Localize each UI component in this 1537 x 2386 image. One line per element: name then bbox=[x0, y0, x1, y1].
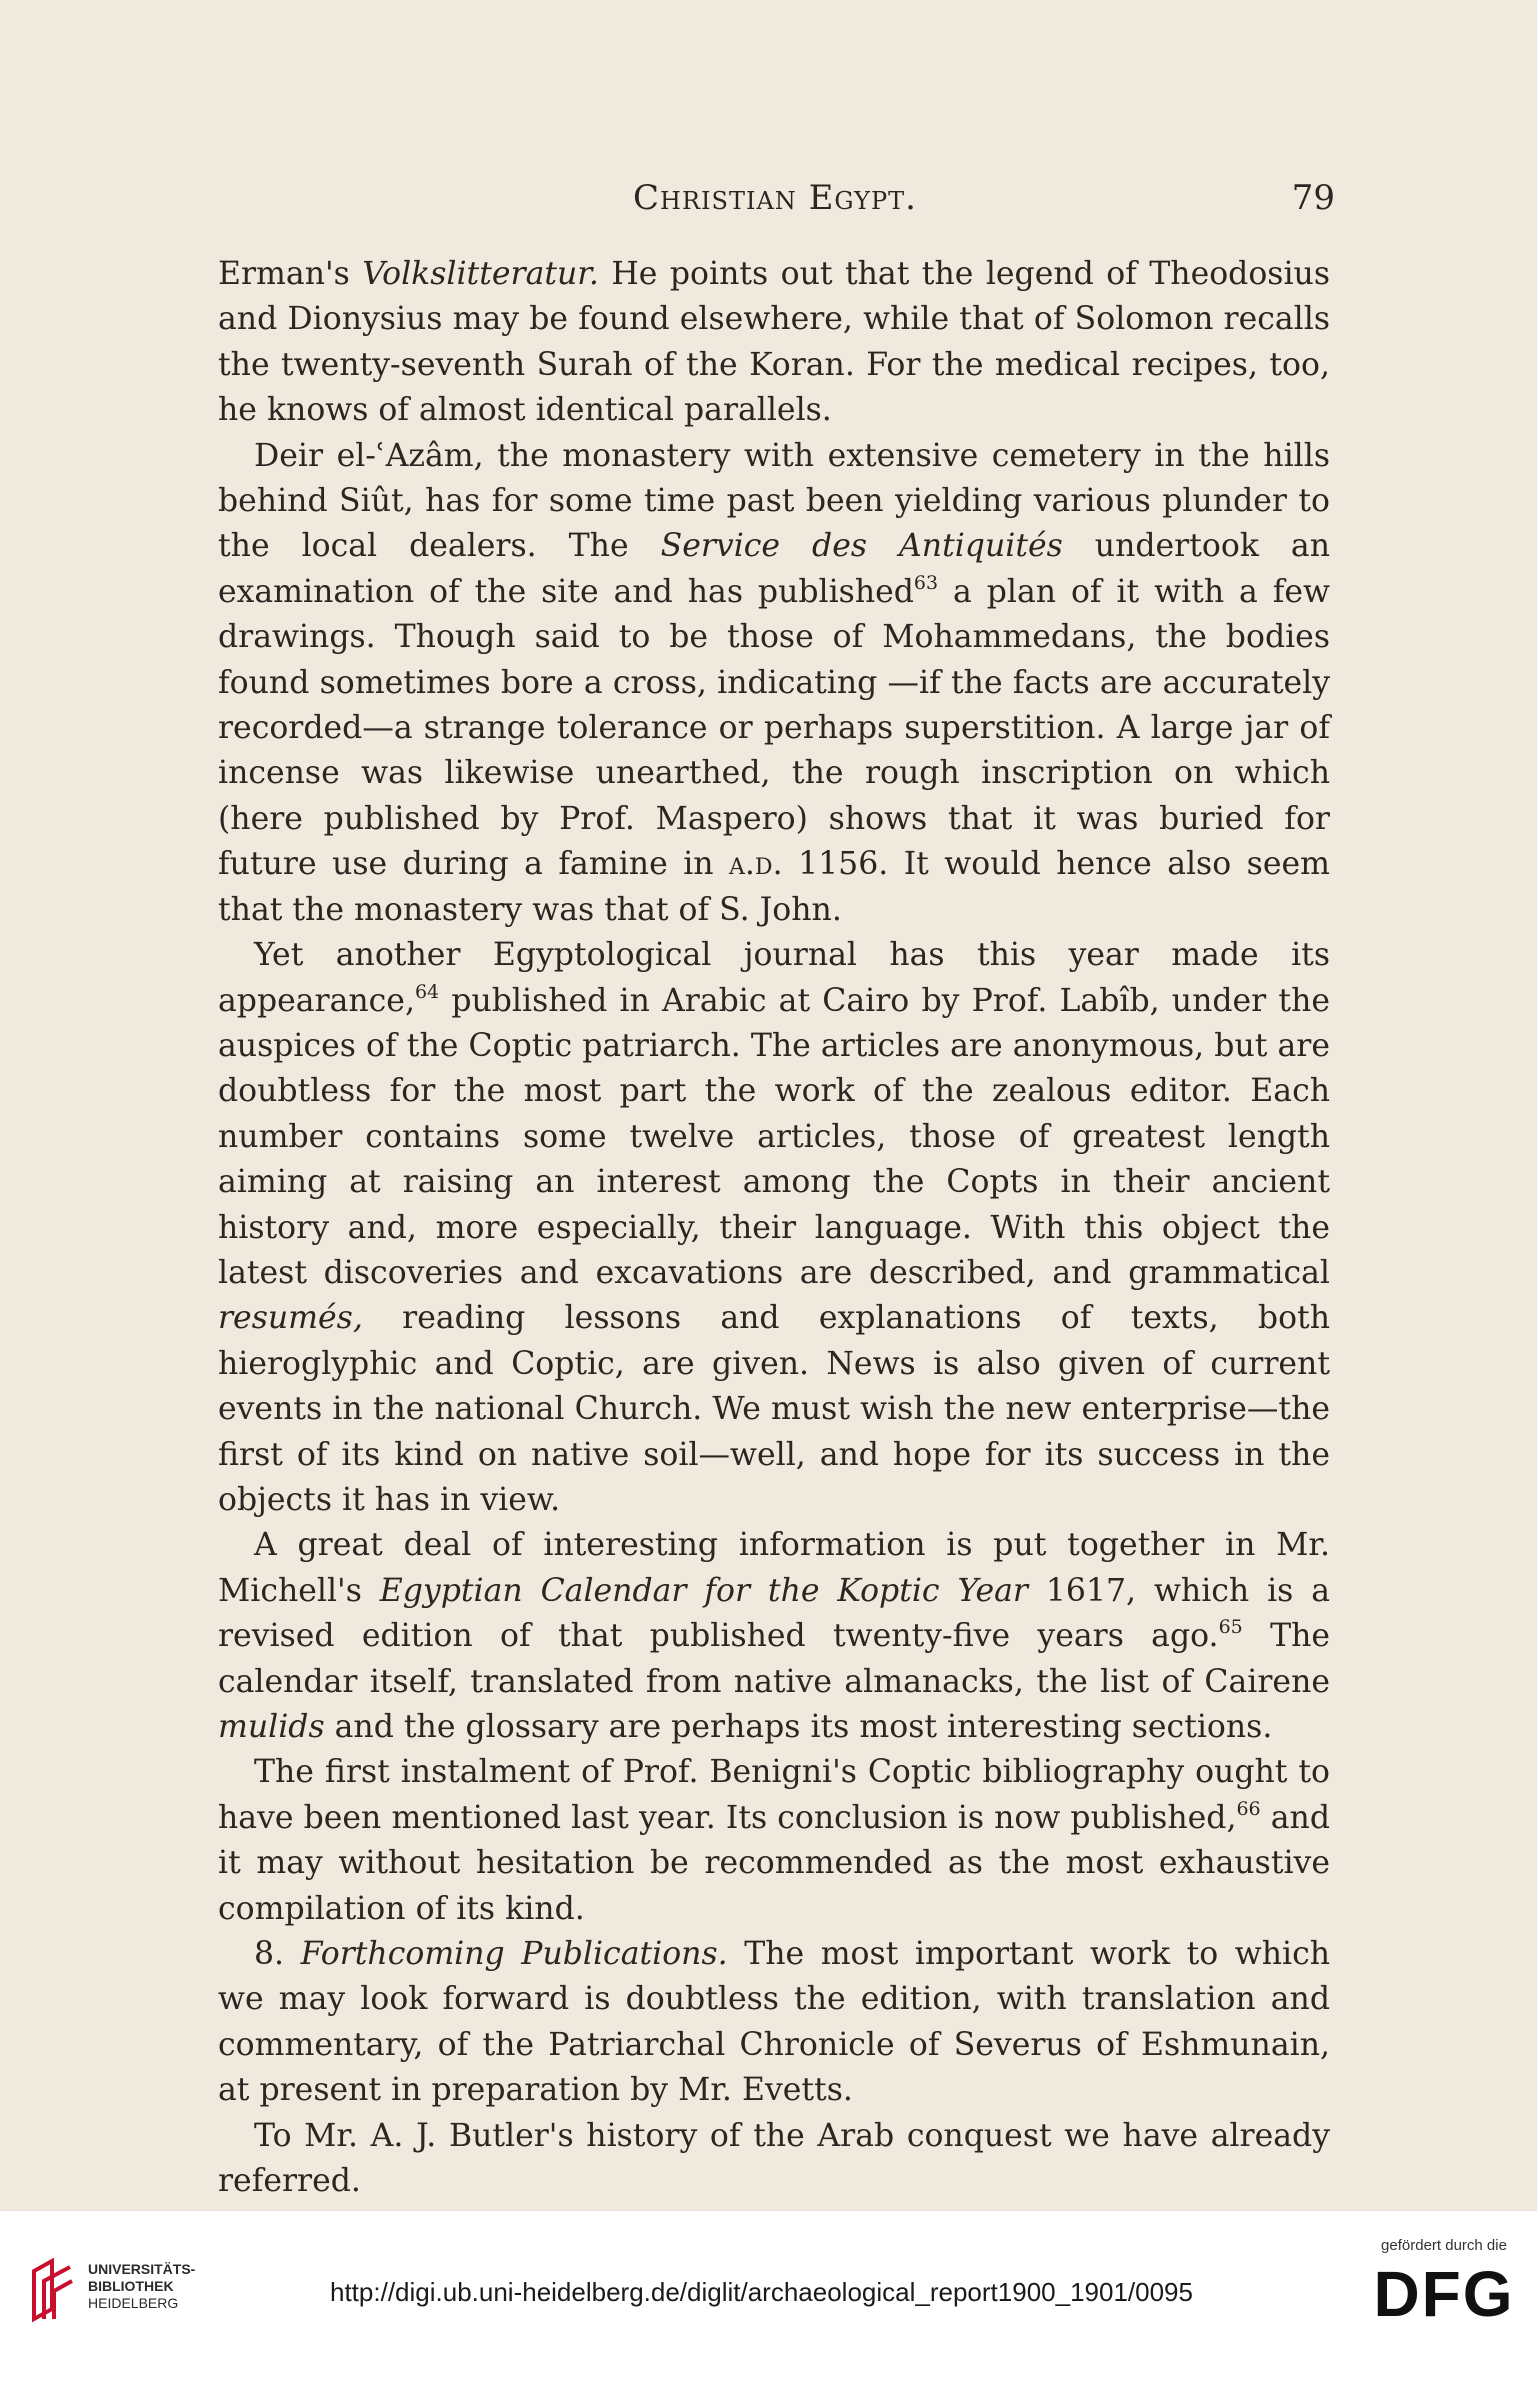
italic-text: Egyptian Calendar for the Koptic Year bbox=[379, 1572, 1028, 1609]
body-text bbox=[218, 252, 1330, 2204]
text-run: Yet another Egyptological journal has this year made its appearance, bbox=[218, 937, 1330, 1019]
library-name-line: BIBLIOTHEK bbox=[88, 2278, 174, 2294]
text-run: 1156. It would hence also seem that the monastery was that of S. John. bbox=[218, 846, 1330, 928]
text-run: A great deal of interesting information is put together in Mr. Michell's bbox=[218, 1527, 1330, 1609]
text-run: published in Arabic at Cairo by Prof. Labîb, under the auspices of the Coptic patriarch. The articles are anonymous, but are doubtless for the most part the work of the zealous editor. Each number contains some twelve articles, those of greatest length aiming at raising an interest among the Copts in their ancient history and, more especially, their language. With this object the latest discoveries and excavations are described, and grammatical bbox=[218, 982, 1330, 1291]
italic-text: Service des Antiquités bbox=[660, 528, 1063, 565]
italic-text: Forthcoming Publications. bbox=[300, 1936, 728, 1973]
text-run: Deir el-ʿAzâm, the monastery with extensive cemetery in the hills behind Siût, has for some time past been yielding various plunder to the local dealers. The bbox=[218, 437, 1330, 565]
running-header bbox=[215, 178, 1335, 228]
text-run: 1617, which is a revised edition of that published twenty-five years ago. bbox=[218, 1572, 1330, 1655]
text-run: He points out that the legend of Theodosius and Dionysius may be found elsewhere, while that of Solomon recalls the twenty-seventh Surah of the Koran. For the medical recipes, too, he knows of almost identical parallels. bbox=[218, 256, 1331, 429]
italic-text: mulids bbox=[218, 1709, 325, 1745]
paragraph bbox=[218, 2114, 1330, 2205]
library-name bbox=[88, 2261, 195, 2312]
footnote-ref: 66 bbox=[1236, 1797, 1261, 1820]
sponsor-caption: gefördert durch die bbox=[1381, 2237, 1507, 2254]
library-mark-icon bbox=[30, 2257, 76, 2323]
text-run: reading lessons and explanations of texts, both hieroglyphic and Coptic, are given. News is also given of current events in the national Church. We must wish the new enterprise—the first of its kind on native soil—well, and hope for its success in the objects it has in view. bbox=[218, 1300, 1330, 1518]
paragraph bbox=[218, 1523, 1330, 1750]
text-run: To Mr. A. J. Butler's history of the Arab conquest we have already referred. bbox=[218, 2117, 1330, 2200]
viewer-footer bbox=[0, 2210, 1537, 2386]
text-run: 8. bbox=[254, 1936, 301, 1973]
library-logo[interactable] bbox=[30, 2251, 240, 2331]
text-run: The first instalment of Prof. Benigni's Coptic bibliography ought to have been mentioned last year. Its conclusion is now published, bbox=[218, 1754, 1330, 1836]
sponsor-logo[interactable] bbox=[1369, 2237, 1519, 2357]
paragraph bbox=[218, 1932, 1330, 2114]
text-run: and the glossary are perhaps its most interesting sections. bbox=[324, 1709, 1273, 1745]
italic-text: Volkslitteratur. bbox=[362, 256, 599, 292]
text-run: The most important work to which we may look forward is doubtless the edition, with translation and commentary, of the Patriarchal Chronicle of Severus of Eshmunain, at present in preparation by Mr. Evetts. bbox=[218, 1936, 1331, 2109]
smallcaps-text: a.d. bbox=[729, 846, 783, 883]
running-title: Christian Egypt. bbox=[633, 178, 917, 218]
footnote-ref: 63 bbox=[913, 571, 939, 594]
paragraph bbox=[218, 434, 1330, 933]
library-name-line: UNIVERSITÄTS- bbox=[88, 2261, 196, 2277]
page-number: 79 bbox=[1291, 178, 1335, 218]
library-name-line: HEIDELBERG bbox=[88, 2295, 179, 2311]
paragraph bbox=[218, 1750, 1330, 1932]
text-run: The calendar itself, translated from native almanacks, the list of Cairene bbox=[218, 1618, 1331, 1700]
dfg-logo-icon: DFG bbox=[1373, 2258, 1515, 2330]
paragraph bbox=[218, 252, 1330, 434]
text-run: a plan of it with a few drawings. Though said to be those of Mohammedans, the bodies found sometimes bore a cross, indicating —if the facts are accurately recorded—a strange tolerance or perhaps superstition. A large jar of incense was likewise unearthed, the rough inscription on which (here published by Prof. Maspero) shows that it was buried for future use during a famine in bbox=[218, 573, 1330, 883]
italic-text: resumés, bbox=[218, 1300, 363, 1337]
permalink-url[interactable]: http://digi.ub.uni-heidelberg.de/diglit/archaeological_report1900_1901/0095 bbox=[330, 2277, 1193, 2307]
footnote-ref: 65 bbox=[1218, 1616, 1243, 1639]
paragraph bbox=[218, 933, 1330, 1523]
text-run: undertook an examination of the site and has published bbox=[218, 528, 1330, 610]
footnote-ref: 64 bbox=[414, 980, 440, 1003]
text-run: Erman's bbox=[218, 256, 363, 292]
text-run: and it may without hesitation be recommended as the most exhaustive compilation of its kind. bbox=[218, 1799, 1330, 1927]
